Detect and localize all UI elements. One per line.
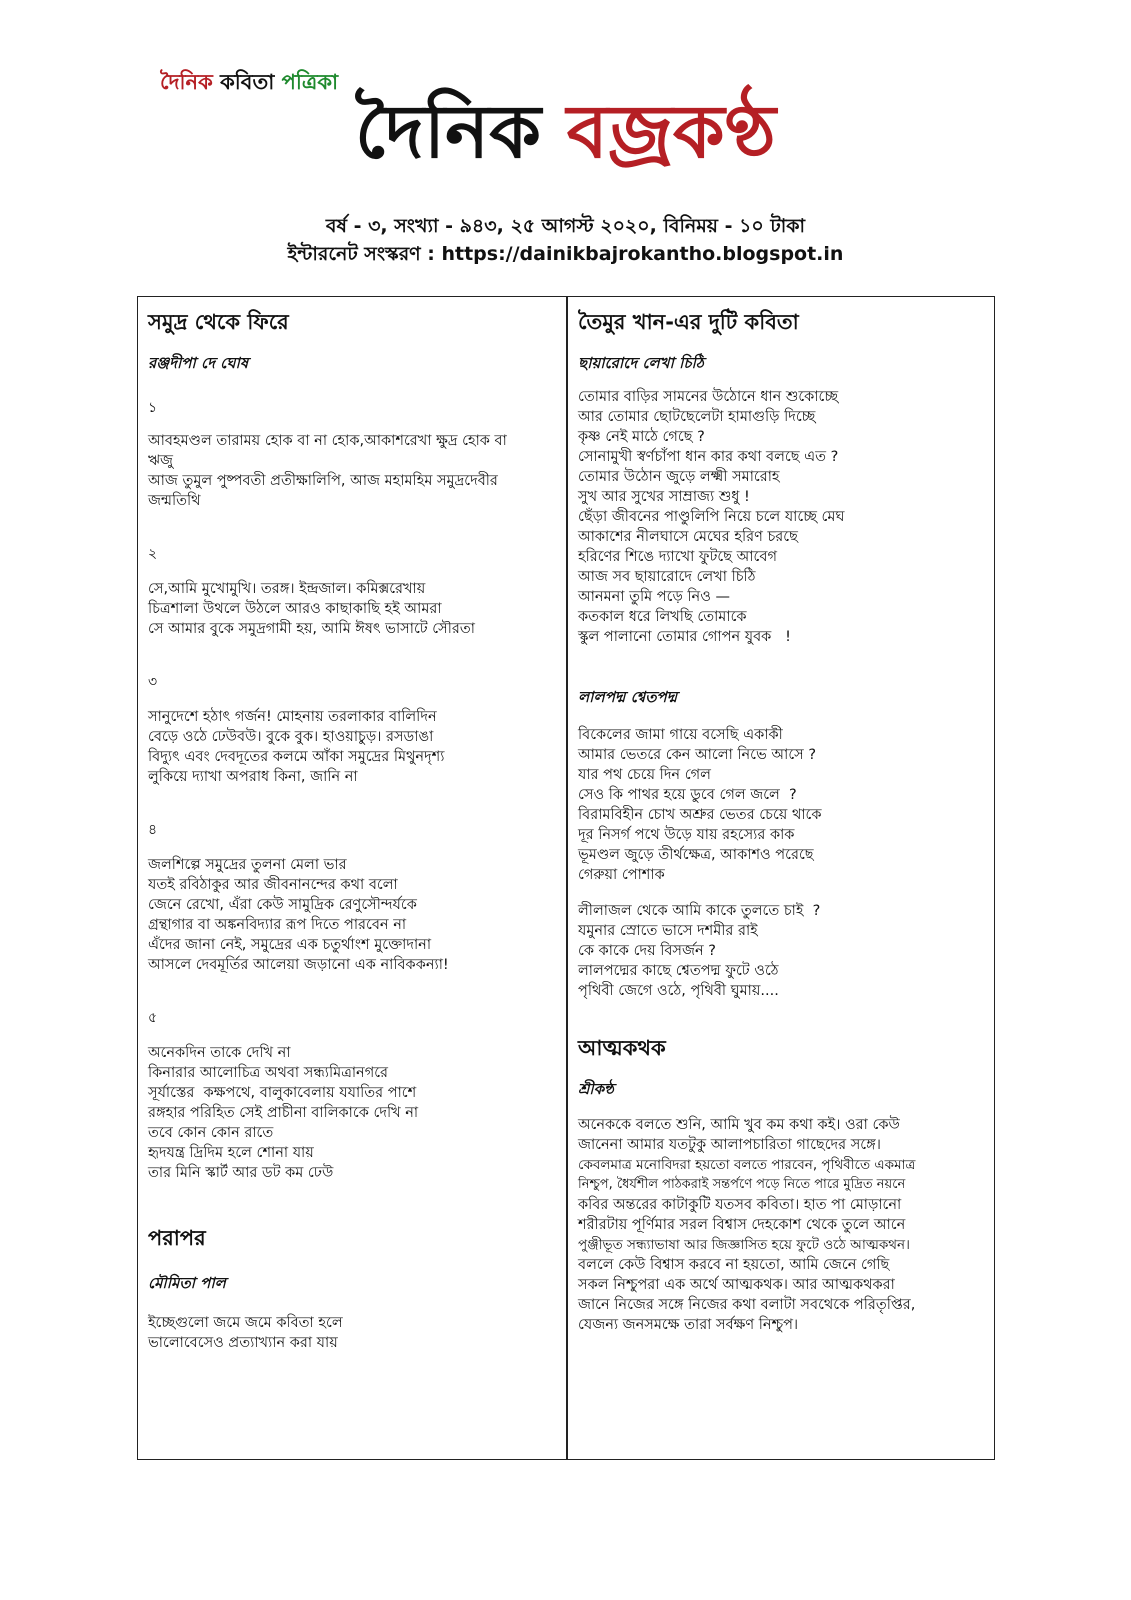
poem-line: কবির অন্তরের কাটাকুটি যতসব কবিতা। হাত পা মোড়ানো bbox=[578, 1197, 902, 1213]
poem-line: লীলাজল থেকে আমি কাকে তুলতে চাই ? bbox=[578, 903, 821, 919]
poem-line: সে,আমি মুখোমুখি। তরঙ্গ। ইন্দ্রজাল। কমিক্সরেখায় bbox=[148, 581, 426, 597]
poet-name: শ্রীকন্ঠ bbox=[578, 1080, 614, 1098]
poem-line: পৃথিবী জেগে ওঠে, পৃথিবী ঘুমায়.... bbox=[578, 983, 779, 999]
section-title: তৈমুর খান-এর দুটি কবিতা bbox=[578, 310, 799, 334]
poem-line: আনমনা তুমি পড়ে নিও — bbox=[578, 589, 730, 605]
poet-name: রঞ্জদীপা দে ঘোষ bbox=[148, 354, 249, 372]
poem-line: ঋজু bbox=[148, 453, 173, 469]
poem-line: পুঞ্জীভূত সন্ধ্যাভাষা আর জিজ্ঞাসিত হয়ে ফুটে ওঠে আত্মকথন। bbox=[578, 1237, 910, 1253]
poem-line: সানুদেশে হঠাৎ গর্জন! মোহনায় তরলাকার বালিদিন bbox=[148, 709, 437, 725]
poem-line: চিত্রশালা উথলে উঠলে আরও কাছাকাছি হই আমরা bbox=[148, 601, 442, 617]
poem-line: ভূমণ্ডল জুড়ে তীর্থক্ষেত্র, আকাশও পরেছে bbox=[578, 847, 814, 863]
poem-line: কে কাকে দেয় বিসর্জন ? bbox=[578, 943, 716, 959]
poem-line: এঁদের জানা নেই, সমুদ্রের এক চতুর্থাংশ মুক্তোদানা bbox=[148, 937, 432, 953]
poem-line: বললে কেউ বিশ্বাস করবে না হয়তো, আমি জেনে গেছি bbox=[578, 1257, 890, 1273]
stanza bbox=[578, 725, 986, 885]
poem-line: ইচ্ছেগুলো জমে জমে কবিতা হলে bbox=[148, 1315, 343, 1331]
poem-line: লালপদ্মের কাছে শ্বেতপদ্ম ফুটে ওঠে bbox=[578, 963, 779, 979]
poem-line: বিরামবিহীন চোখ অশ্রুর ভেতর চেয়ে থাকে bbox=[578, 807, 822, 823]
poem-line: স্কুল পালানো তোমার গোপন যুবক ! bbox=[578, 629, 791, 645]
poem-line: শরীরটায় পূর্ণিমার সরল বিশ্বাস দেহকোশ থেকে তুলে আনে bbox=[578, 1217, 906, 1233]
poem-line: আমার ভেতরে কেন আলো নিভে আসে ? bbox=[578, 747, 817, 763]
masthead-part1: দৈনিক bbox=[355, 89, 541, 175]
poem-line: সেও কি পাথর হয়ে ডুবে গেল জলে ? bbox=[578, 787, 797, 803]
poem-line: কতকাল ধরে লিখছি তোমাকে bbox=[578, 609, 747, 625]
poem-line: গ্রন্থাগার বা অঙ্কনবিদ্যার রূপ দিতে পারবেন না bbox=[148, 917, 407, 933]
poem-line: সুখ আর সুখের সাম্রাজ্য শুধু ! bbox=[578, 489, 750, 505]
stanza-number: ৫ bbox=[148, 1010, 158, 1026]
stanza-number: ১ bbox=[148, 400, 158, 416]
stanza bbox=[578, 387, 986, 647]
stanza bbox=[148, 579, 558, 639]
poet-name: মৌমিতা পাল bbox=[148, 1274, 226, 1292]
stanza bbox=[578, 1115, 986, 1335]
issue-line: বর্ষ - ৩, সংখ্যা - ৯৪৩, ২৫ আগস্ট ২০২০, বিনিময় - ১০ টাকা bbox=[325, 215, 806, 237]
poem-title: পরাপর bbox=[148, 1226, 206, 1250]
poem-title: ছায়ারোদে লেখা চিঠি bbox=[578, 354, 704, 372]
poem-line: হৃদযন্ত্র দ্রিদিম হলে শোনা যায় bbox=[148, 1145, 314, 1161]
poem-line: জানেনা আমার যতটুকু আলাপচারিতা গাছেদের সঙ্গে। bbox=[578, 1137, 881, 1153]
poem-line: হরিণের শিঙে দ্যাখো ফুটছে আবেগ bbox=[578, 549, 777, 565]
poem-line: ভালোবেসেও প্রত্যাখ্যান করা যায় bbox=[148, 1335, 338, 1351]
stanza-number: ৪ bbox=[148, 822, 158, 838]
poem-line: সূর্যাস্তের কক্ষপথে, বালুকাবেলায় যযাতির পাশে bbox=[148, 1085, 417, 1101]
poem-line: সে আমার বুকে সমুদ্রগামী হয়, আমি ঈষৎ ভাসাটে সৌরতা bbox=[148, 621, 475, 637]
poem-line: তবে কোন কোন রাতে bbox=[148, 1125, 274, 1141]
poem-line: আসলে দেবমূর্তির আলেয়া জড়ানো এক নাবিককন্যা! bbox=[148, 957, 449, 973]
poem-line: তোমার বাড়ির সামনের উঠোনে ধান শুকোচ্ছে bbox=[578, 389, 839, 405]
poem-line: তার মিনি স্কার্ট আর ডট কম ঢেউ bbox=[148, 1165, 334, 1181]
content-box bbox=[137, 296, 995, 1460]
stanza bbox=[148, 1043, 558, 1183]
right-column bbox=[568, 297, 994, 1459]
poem-line: অনেকদিন তাকে দেখি না bbox=[148, 1045, 291, 1061]
poem-line: আজ সব ছায়ারোদে লেখা চিঠি bbox=[578, 569, 756, 585]
poem-line: আকাশের নীলঘাসে মেঘের হরিণ চরছে bbox=[578, 529, 798, 545]
stanza bbox=[148, 855, 558, 975]
poem-line: বেড়ে ওঠে ঢেউবউ। বুকে বুক। হাওয়াচুড়। রসডাঙা bbox=[148, 729, 434, 745]
poem-line: যেজন্য জনসমক্ষে তারা সর্বক্ষণ নিশ্চুপ। bbox=[578, 1317, 799, 1333]
web-edition-line: ইন্টারনেট সংস্করণ : https://dainikbajrokantho.blogspot.in bbox=[287, 243, 844, 265]
poem-line: আবহমণ্ডল তারাময় হোক বা না হোক,আকাশরেখা ক্ষুদ্র হোক বা bbox=[148, 433, 507, 449]
poem-line: কৃষ্ণ নেই মাঠে গেছে ? bbox=[578, 429, 705, 445]
poem-line: দূর নিসর্গ পথে উড়ে যায় রহস্যের কাক bbox=[578, 827, 795, 843]
poem-line: ছেঁড়া জীবনের পাণ্ডুলিপি নিয়ে চলে যাচ্ছে মেঘ bbox=[578, 509, 845, 525]
poem-title: লালপদ্ম শ্বেতপদ্ম bbox=[578, 688, 678, 706]
poem-title: সমুদ্র থেকে ফিরে bbox=[148, 310, 289, 334]
poem-line: বিকেলের জামা গায়ে বসেছি একাকী bbox=[578, 727, 783, 743]
poem-line: আজ তুমুল পুষ্পবতী প্রতীক্ষালিপি, আজ মহামহিম সমুদ্রদেবীর bbox=[148, 473, 498, 489]
poem-line: জলশিল্পে সমুদ্রের তুলনা মেলা ভার bbox=[148, 857, 347, 873]
stanza-number: ২ bbox=[148, 546, 158, 562]
poem-line: জেনে রেখো, এঁরা কেউ সামুদ্রিক রেণুসৌন্দর্যকে bbox=[148, 897, 417, 913]
poem-line: রঙ্গহার পরিহিত সেই প্রাচীনা বালিকাকে দেখি না bbox=[148, 1105, 419, 1121]
masthead-part2: বজ্রকণ্ঠ bbox=[566, 89, 776, 175]
poem-line: অনেককে বলতে শুনি, আমি খুব কম কথা কই। ওরা কেউ bbox=[578, 1117, 900, 1133]
tagline-part2: কবিতা bbox=[220, 70, 275, 94]
tagline-part3: পত্রিকা bbox=[281, 70, 339, 94]
poem-line: নিশ্চুপ, ধৈর্যশীল পাঠকরাই সন্তর্পণে পড়ে নিতে পারে মুদ্রিত নয়নে bbox=[578, 1177, 906, 1192]
poem-line: বিদ্যুৎ এবং দেবদূতের কলমে আঁকা সমুদ্রের মিথুনদৃশ্য bbox=[148, 749, 445, 765]
tagline-part1: দৈনিক bbox=[160, 70, 213, 94]
stanza bbox=[578, 901, 986, 1001]
poem-line: জানে নিজের সঙ্গে নিজের কথা বলাটা সবথেকে পরিতৃপ্তির, bbox=[578, 1297, 916, 1313]
stanza-number: ৩ bbox=[148, 674, 158, 690]
poem-line: সোনামুখী স্বর্ণচাঁপা ধান কার কথা বলছে এত ? bbox=[578, 449, 839, 465]
poem-line: জন্মতিথি bbox=[148, 493, 201, 509]
poem-title: আত্মকথক bbox=[578, 1036, 666, 1060]
poem-line: আর তোমার ছোটছেলেটা হামাগুড়ি দিচ্ছে bbox=[578, 409, 816, 425]
left-column bbox=[138, 297, 566, 1459]
stanza bbox=[148, 707, 558, 787]
poem-line: যার পথ চেয়ে দিন গেল bbox=[578, 767, 711, 783]
masthead bbox=[0, 89, 1131, 175]
poem-line: কেবলমাত্র মনোবিদরা হয়তো বলতে পারবেন, পৃথিবীতে একমাত্র bbox=[578, 1157, 916, 1173]
poem-line: যমুনার স্রোতে ভাসে দশমীর রাই bbox=[578, 923, 758, 939]
stanza bbox=[148, 1313, 558, 1353]
poem-line: কিনারার আলোচিত্র অথবা সন্ধ্যমিত্রানগরে bbox=[148, 1065, 389, 1081]
poem-line: যতই রবিঠাকুর আর জীবনানন্দের কথা বলো bbox=[148, 877, 398, 893]
poem-line: গেরুয়া পোশাক bbox=[578, 867, 665, 883]
poem-line: সকল নিশ্চুপরা এক অর্থে আত্মকথক। আর আত্মকথকরা bbox=[578, 1277, 895, 1293]
poem-line: লুকিয়ে দ্যাখা অপরাধ কিনা, জানি না bbox=[148, 769, 358, 785]
poem-line: তোমার উঠোন জুড়ে লক্ষ্মী সমারোহ bbox=[578, 469, 780, 485]
stanza bbox=[148, 431, 558, 511]
